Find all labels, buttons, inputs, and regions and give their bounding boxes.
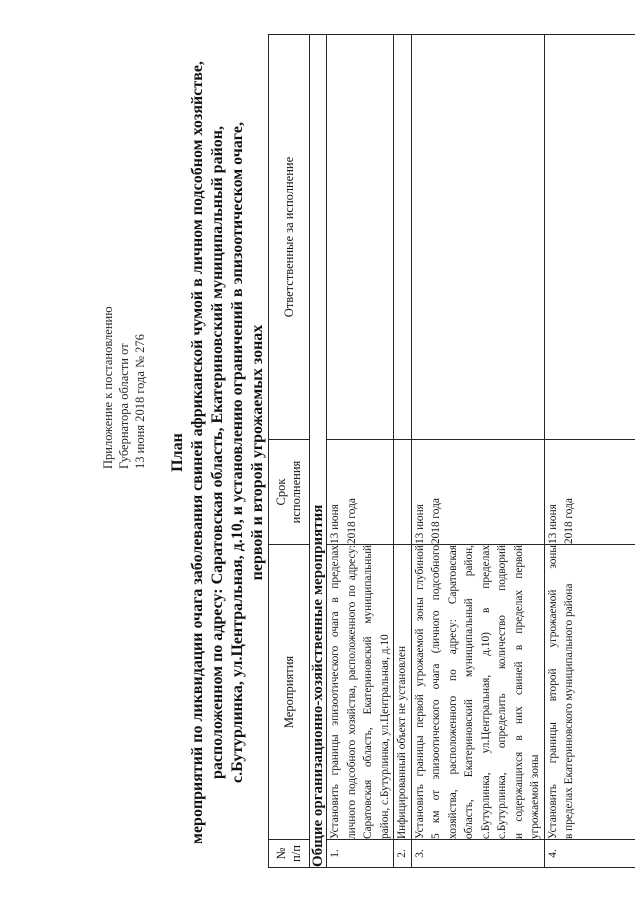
title-line: с.Бутурлинка, ул.Центральная, д.10, и установлению ограничений в эпизоотическом очаге,	[229, 122, 246, 783]
section-title: Общие организационно-хозяйственные мероприятия	[310, 34, 327, 867]
measure-line: Установить границы эпизоотического очага в пределах	[329, 545, 341, 839]
measure-line: личного подсобного хозяйства, расположенного по адресу:	[345, 545, 358, 839]
header-measures: Мероприятия	[269, 544, 310, 839]
title-line: мероприятий по ликвидации очага заболевания свиней африканской чумой в личном подсобном хозяйстве,	[189, 61, 206, 844]
deadline-line: 13 июня	[413, 504, 426, 544]
measure-line: и содержащихся в них свиней в пределах первой	[512, 545, 525, 839]
measure-cell	[545, 544, 635, 839]
appendix-line: Приложение к постановлению	[101, 306, 115, 469]
appendix-note	[100, 306, 148, 469]
header-number	[269, 839, 310, 867]
header-deadline	[269, 439, 310, 544]
section-row	[310, 34, 327, 867]
deadline-line: 13 июня	[329, 504, 341, 544]
header-number-line: п/п	[289, 845, 303, 862]
measure-line: область, Екатериновский муниципальный район,	[463, 545, 475, 839]
measures-table	[268, 34, 635, 868]
deadline-cell	[327, 439, 394, 544]
deadline-line: 13 июня	[546, 504, 559, 544]
measure-line: 5 км от эпизоотического очага (личного подсобного	[430, 545, 442, 839]
measure-line: Саратовская область, Екатериновский муниципальный	[362, 545, 374, 839]
row-number: 2.	[394, 839, 412, 867]
deadline-line: 2018 года	[430, 498, 442, 544]
measure-line: с.Бутурлинка, ул.Центральная, д.10) в пределах	[479, 545, 492, 839]
measure-line: Установить границы первой угрожаемой зоны глубиной	[413, 545, 426, 839]
table-row	[412, 34, 545, 867]
appendix-line: 13 июня 2018 года № 276	[133, 334, 147, 469]
measure-cell	[412, 544, 545, 839]
document-title	[168, 0, 268, 905]
deadline-cell	[394, 439, 412, 544]
measure-text	[412, 545, 544, 839]
deadline-line: 2018 года	[345, 498, 358, 544]
measure-text	[394, 545, 411, 839]
table-row	[394, 34, 412, 867]
measure-text	[327, 545, 393, 839]
measure-text	[545, 545, 635, 839]
title-line: первой и второй угрожаемых зонах	[249, 324, 266, 581]
responsible-cell	[545, 34, 635, 439]
table-header-row	[269, 34, 310, 867]
header-responsible: Ответственные за исполнение	[269, 34, 310, 439]
row-number: 3.	[412, 839, 545, 867]
measure-line: в пределах Екатериновского муниципального района	[563, 583, 575, 839]
measure-line: хозяйства, расположенного по адресу: Саратовская	[446, 545, 459, 839]
measure-line: район, с.Бутурлинка, ул.Центральная, д.10	[378, 634, 391, 839]
responsible-cell	[394, 34, 412, 439]
responsible-cell	[412, 34, 545, 439]
table-body	[310, 34, 635, 867]
responsible-cell	[327, 34, 394, 439]
measure-cell	[394, 544, 412, 839]
header-number-line: №	[274, 847, 288, 860]
measure-line: с.Бутурлинка, определить количество подворий	[496, 545, 508, 839]
measure-line: угрожаемой зоны	[529, 754, 541, 839]
header-deadline-line: Срок	[274, 478, 288, 506]
title-line: расположенном по адресу: Саратовская область, Екатериновский муниципальный район,	[209, 125, 226, 780]
measure-line: Установить границы второй угрожаемой зоны	[546, 545, 559, 839]
deadline-cell	[545, 439, 635, 544]
deadline-cell	[412, 439, 545, 544]
deadline-line: 2018 года	[563, 498, 575, 544]
row-number: 4.	[545, 839, 635, 867]
header-deadline-line: исполнения	[289, 460, 303, 524]
table-row	[545, 34, 635, 867]
measure-cell	[327, 544, 394, 839]
table-row	[327, 34, 394, 867]
appendix-line: Губернатора области от	[117, 343, 131, 469]
row-number: 1.	[327, 839, 394, 867]
measure-line: Инфицированный объект не установлен	[396, 646, 408, 839]
measures-table-container	[268, 34, 639, 868]
title-heading: План	[169, 433, 186, 472]
